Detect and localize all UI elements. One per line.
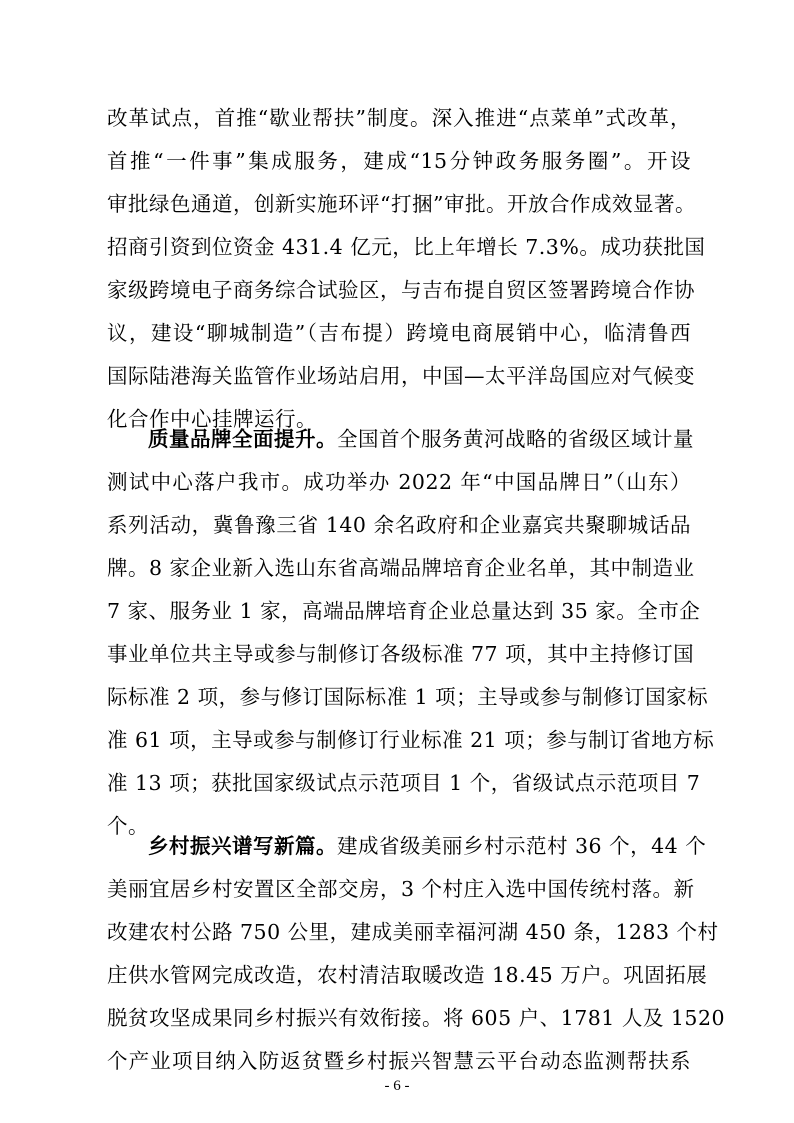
paragraph-3-line-5: 脱贫攻坚成果同乡村振兴有效衔接。将 605 户、1781 人及 1520 — [107, 1006, 726, 1030]
paragraph-1-line-2: 首推“一件事”集成服务，建成“15分钟政务服务圈”。开设 — [107, 149, 691, 173]
paragraph-3-first-line — [148, 826, 707, 866]
paragraph-2-line-7: 际标准 2 项，参与修订国际标准 1 项；主导或参与制修订国家标 — [107, 685, 709, 709]
paragraph-2-line-1-text: 全国首个服务黄河战略的省级区域计量 — [337, 427, 694, 451]
paragraph-1-line-5: 家级跨境电子商务综合试验区，与吉布提自贸区签署跨境合作协 — [107, 278, 695, 302]
paragraph-2-line-10: 个。 — [107, 814, 149, 838]
paragraph-3-line-6: 个产业项目纳入防返贫暨乡村振兴智慧云平台动态监测帮扶系 — [107, 1049, 691, 1073]
paragraph-1-line-1: 改革试点，首推“歇业帮扶”制度。深入推进“点菜单”式改革， — [107, 106, 691, 130]
paragraph-2-line-5: 7 家、服务业 1 家，高端品牌培育企业总量达到 35 家。全市企 — [107, 599, 701, 623]
paragraph-1-line-4: 招商引资到位资金 431.4 亿元，比上年增长 7.3%。成功获批国 — [107, 235, 706, 259]
paragraph-2-line-9: 准 13 项；获批国家级试点示范项目 1 个，省级试点示范项目 7 — [107, 771, 701, 795]
page-number: - 6 - — [384, 1078, 410, 1094]
paragraph-2-line-8: 准 61 项，主导或参与制修订行业标准 21 项；参与制订省地方标 — [107, 728, 715, 752]
paragraph-2-line-4: 牌。8 家企业新入选山东省高端品牌培育企业名单，其中制造业 — [107, 556, 695, 580]
paragraph-3-line-4: 庄供水管网完成改造，农村清洁取暖改造 18.45 万户。巩固拓展 — [107, 963, 708, 987]
paragraph-1-line-6: 议，建设“聊城制造”（吉布提）跨境电商展销中心，临清鲁西 — [107, 321, 691, 345]
paragraph-2-line-3: 系列活动，冀鲁豫三省 140 余名政府和企业嘉宾共聚聊城话品 — [107, 513, 691, 537]
paragraph-1-line-7: 国际陆港海关监管作业场站启用，中国—太平洋岛国应对气候变 — [107, 364, 695, 388]
section-heading-rural-revitalization: 乡村振兴谱写新篇。 — [148, 834, 337, 858]
paragraph-3-line-2: 美丽宜居乡村安置区全部交房，3 个村庄入选中国传统村落。新 — [107, 877, 695, 901]
section-heading-quality-brand: 质量品牌全面提升。 — [148, 427, 337, 451]
paragraph-1-line-8: 化合作中心挂牌运行。 — [107, 407, 317, 431]
paragraph-1-line-3: 审批绿色通道，创新实施环评“打捆”审批。开放合作成效显著。 — [107, 192, 696, 216]
paragraph-2-line-6: 事业单位共主导或参与制修订各级标准 77 项，其中主持修订国 — [107, 642, 695, 666]
paragraph-2-first-line — [148, 419, 694, 459]
paragraph-3-line-1-text: 建成省级美丽乡村示范村 36 个，44 个 — [337, 834, 707, 858]
paragraph-3-line-3: 改建农村公路 750 公里，建成美丽幸福河湖 450 条，1283 个村 — [107, 920, 719, 944]
paragraph-2-line-2: 测试中心落户我市。成功举办 2022 年“中国品牌日”（山东） — [107, 470, 691, 494]
